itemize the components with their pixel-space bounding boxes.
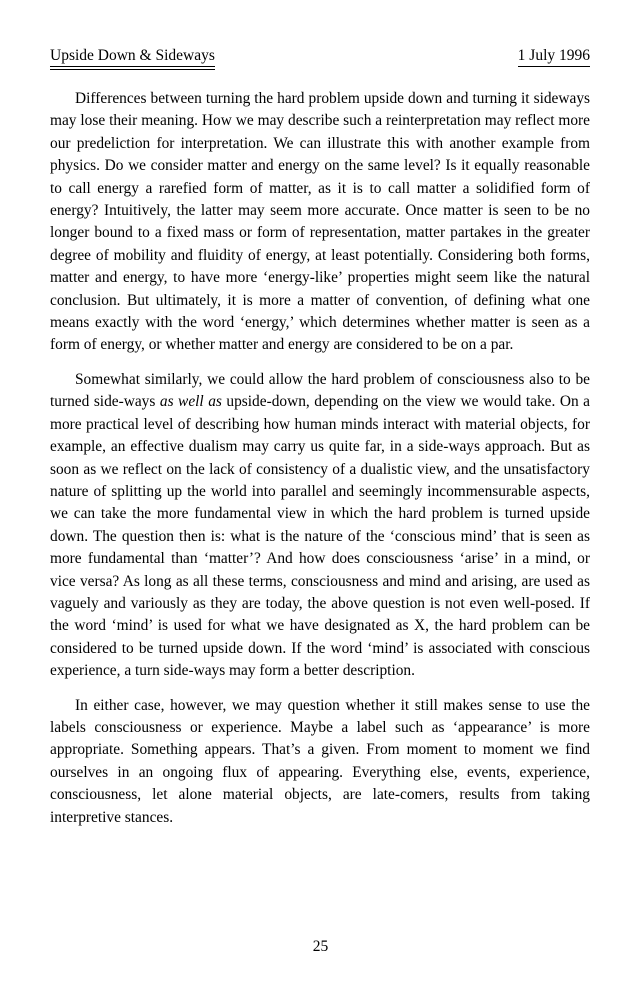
paragraph-2-end: upside-down, depending on the view we would take. On a more practical level of describing how human minds interact with material objects, for example, an effective dualism may carry us quite far, in a side-ways approach. But as soon as we reflect on the lack of consistency of a dualistic view, and the unsatisfactory nature of splitting up the world into parallel and seemingly incommensurable aspects, we can take the more fundamental view in which the hard problem is turned upside down. The question then is: what is the nature of the ‘conscious mind’ that is seen as more fundamental than ‘matter’? And how does consciousness ‘arise’ in a mind, or vice versa? As long as all these terms, consciousness and mind and arising, are used as vaguely and variously as they are today, the above question is not even well-posed. If the word ‘mind’ is used for what we have designated as X, the hard problem can be considered to be turned upside down. If the word ‘mind’ is associated with conscious experience, a turn side-ways may form a better description. bbox=[50, 393, 590, 680]
body-text bbox=[50, 88, 590, 829]
paragraph-2 bbox=[50, 369, 590, 683]
paragraph-3: In either case, however, we may question whether it still makes sense to use the labels consciousness or experience. Maybe a label such as ‘appearance’ is more appropriate. Something appears. That’s a given. From moment to moment we find ourselves in an ongoing flux of appearing. Everything else, events, experience, consciousness, let alone material objects, are late-comers, results from taking interpretive stances. bbox=[50, 696, 590, 826]
header-title: Upside Down & Sideways bbox=[50, 46, 215, 67]
page-number: 25 bbox=[312, 938, 329, 955]
header-date: 1 July 1996 bbox=[518, 46, 590, 67]
paragraph-2-start: Somewhat similarly, we could allow the hard problem of consciousness also to be turned side-ways bbox=[50, 370, 590, 411]
running-header bbox=[50, 46, 590, 70]
paragraph-1: Differences between turning the hard problem upside down and turning it sideways may lose their meaning. How we may describe such a reinterpretation may reflect more our predeliction for interpretation. We can illustrate this with another example from physics. Do we consider matter and energy on the same level? Is it equally reasonable to call energy a rarefied form of matter, as it is to call matter a solidified form of energy? Intuitively, the latter may seem more accurate. Once matter is seen to be no longer bound to a fixed mass or form of representation, matter partakes in the greater degree of mobility and fluidity of energy, at least potentially. Considering both forms, matter and energy, to have more ‘energy-like’ properties might seem like the natural conclusion. But ultimately, it is more a matter of convention, of defining what one means exactly with the word ‘energy,’ which determines whether matter is seen as a form of energy, or whether matter and energy are considered to be on a par. bbox=[50, 90, 590, 354]
emphasis-as-well-as: as well as bbox=[159, 393, 222, 411]
